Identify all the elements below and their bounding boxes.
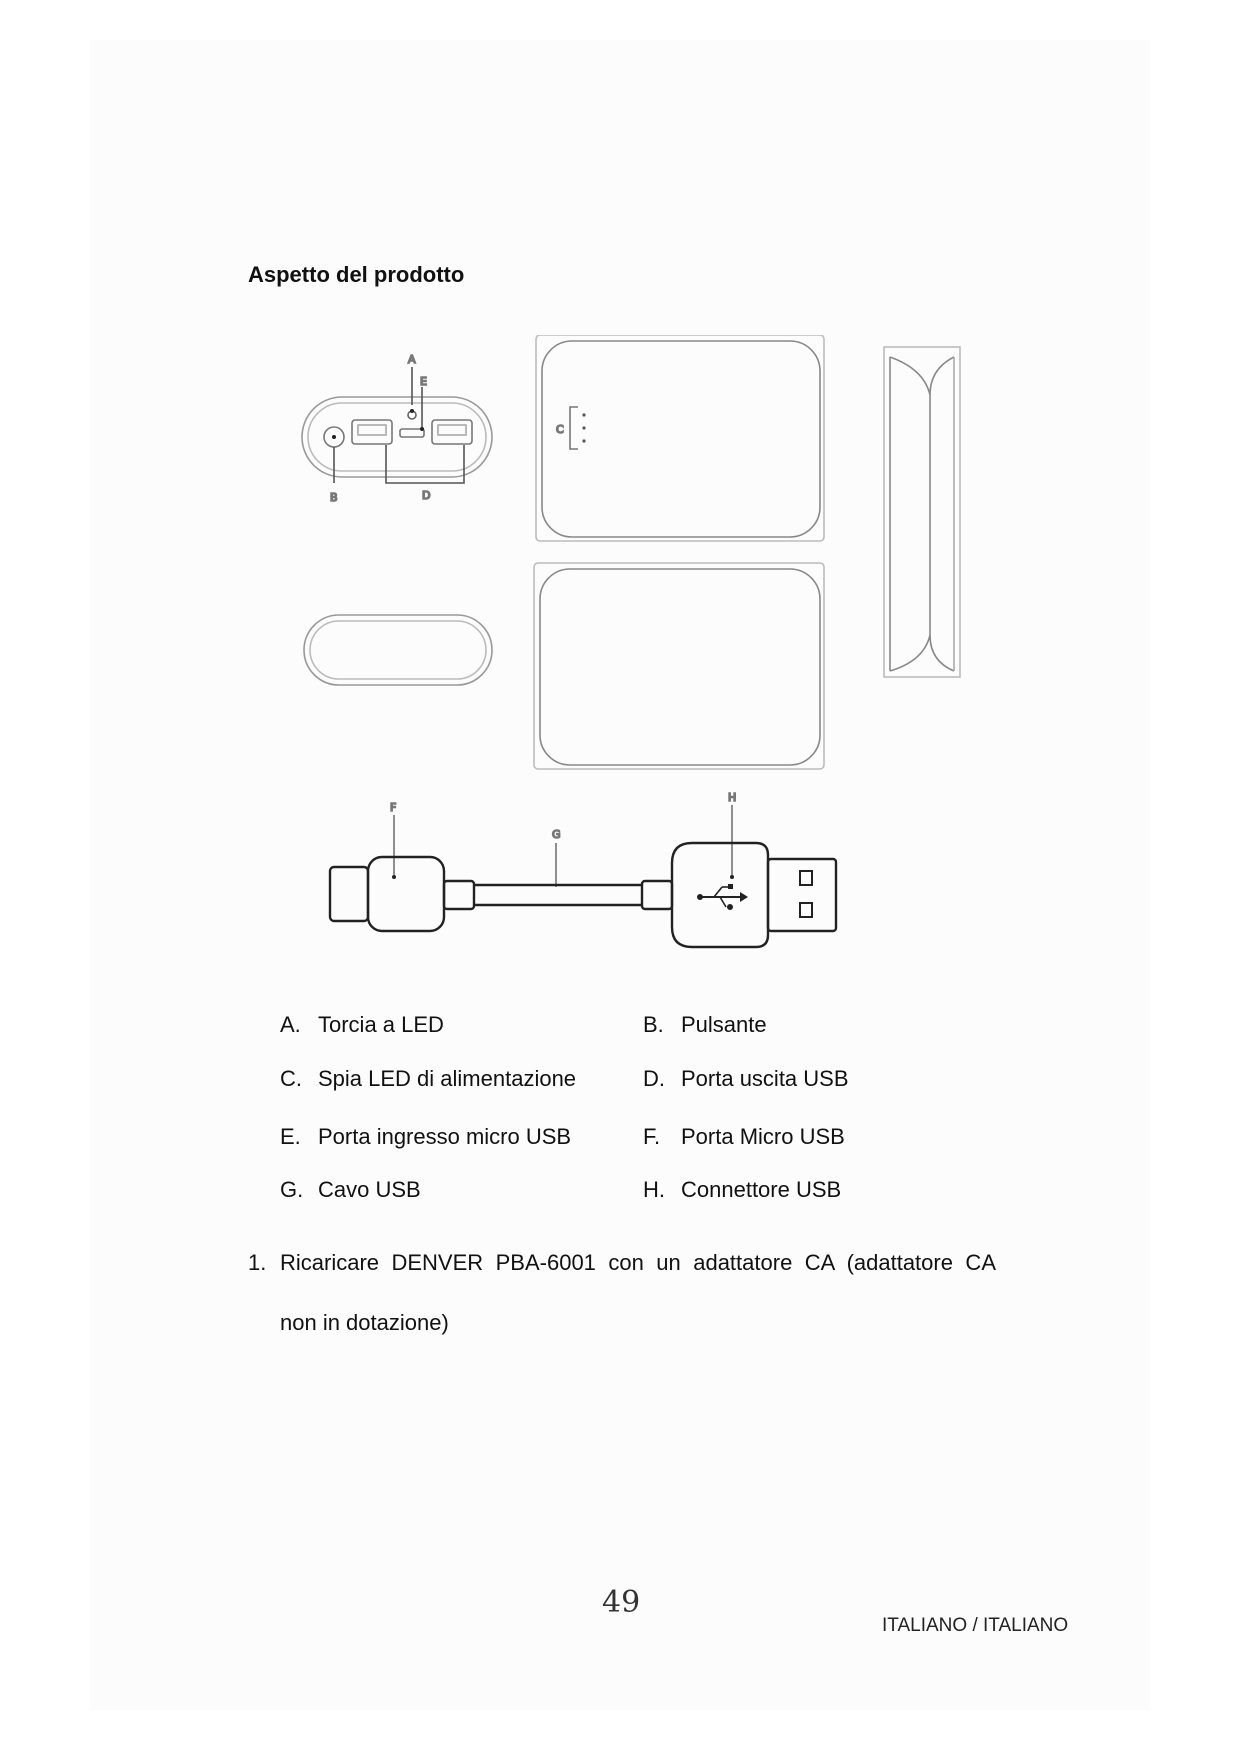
figure-label-e: E bbox=[420, 375, 427, 388]
figure-label-f: F bbox=[390, 801, 397, 814]
legend-text: Torcia a LED bbox=[318, 1012, 444, 1037]
legend-key: F. bbox=[643, 1124, 661, 1149]
legend-key: B. bbox=[643, 1012, 664, 1037]
legend-item-a bbox=[280, 1012, 444, 1038]
legend-key: C. bbox=[280, 1066, 302, 1091]
back-view bbox=[304, 615, 492, 685]
legend-text: Porta ingresso micro USB bbox=[318, 1124, 572, 1149]
legend-item-d bbox=[643, 1066, 849, 1092]
product-diagram bbox=[290, 335, 970, 955]
figure-label-c: C bbox=[556, 423, 564, 436]
legend-item-e bbox=[280, 1124, 571, 1150]
figure-label-a: A bbox=[408, 353, 416, 366]
figure-label-g: G bbox=[552, 828, 561, 841]
legend-item-h bbox=[643, 1177, 841, 1203]
legend-key: A. bbox=[280, 1012, 301, 1037]
legend-item-g bbox=[280, 1177, 421, 1203]
legend-text: Pulsante bbox=[681, 1012, 767, 1037]
legend-text: Spia LED di alimentazione bbox=[318, 1066, 577, 1091]
section-heading: Aspetto del prodotto bbox=[248, 262, 465, 287]
legend-key: D. bbox=[643, 1066, 665, 1091]
legend-item-b bbox=[643, 1012, 767, 1038]
figure-label-b: B bbox=[330, 491, 338, 504]
footer-language: ITALIANO / ITALIANO bbox=[882, 1615, 1069, 1636]
legend-key: G. bbox=[280, 1177, 304, 1202]
bottom-view bbox=[534, 563, 824, 769]
top-view bbox=[536, 335, 824, 541]
usb-cable bbox=[330, 805, 836, 947]
legend-key: H. bbox=[643, 1177, 665, 1202]
side-view bbox=[884, 347, 960, 677]
legend-text: Cavo USB bbox=[318, 1177, 421, 1202]
legend-item-c bbox=[280, 1066, 576, 1092]
figure-label-d: D bbox=[422, 489, 431, 502]
legend-text: Porta Micro USB bbox=[681, 1124, 845, 1149]
step-number: 1. bbox=[248, 1250, 267, 1275]
step-text-line2: non in dotazione) bbox=[280, 1310, 449, 1335]
legend-item-f bbox=[643, 1124, 845, 1150]
step-text-line1: Ricaricare DENVER PBA-6001 con un adattatore CA (adattatore CA bbox=[280, 1250, 996, 1275]
figure-label-h: H bbox=[728, 791, 737, 804]
legend-key: E. bbox=[280, 1124, 301, 1149]
page-number: 49 bbox=[602, 1585, 641, 1620]
legend-text: Connettore USB bbox=[681, 1177, 842, 1202]
front-view-ports bbox=[302, 353, 492, 504]
legend-text: Porta uscita USB bbox=[681, 1066, 849, 1091]
